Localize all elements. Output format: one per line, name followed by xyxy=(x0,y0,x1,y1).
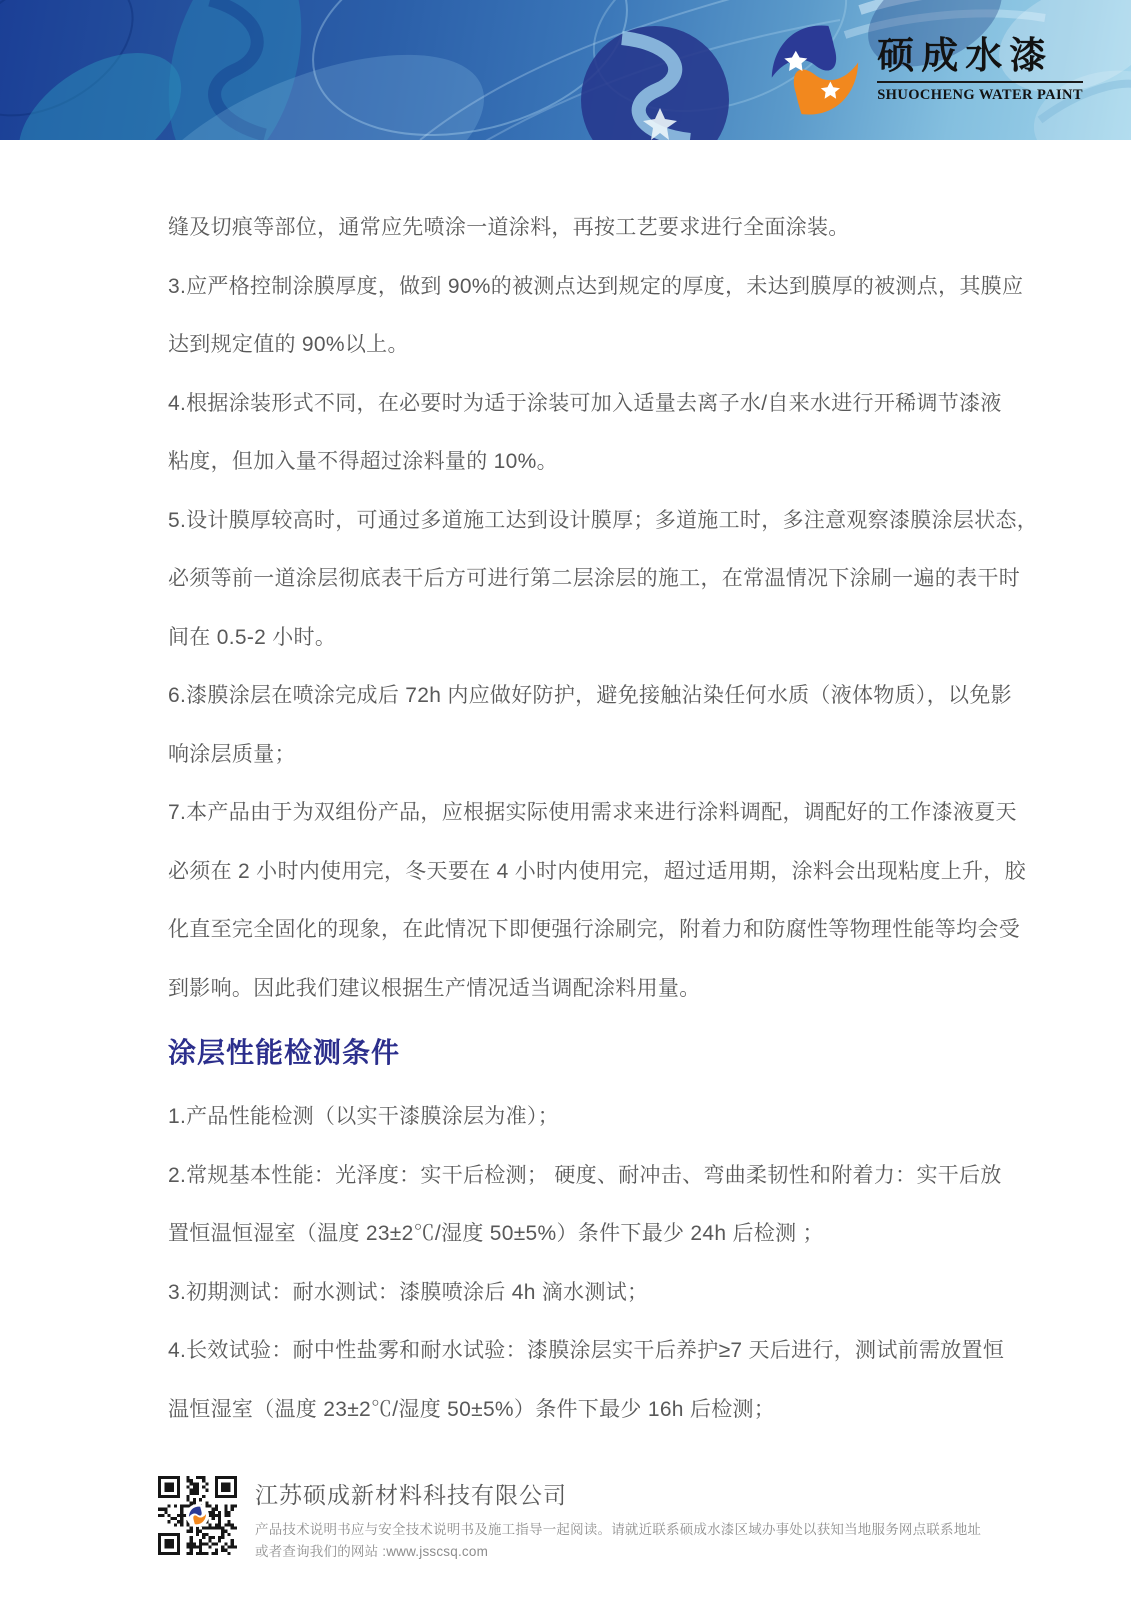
body-line: 3.初期测试：耐水测试：漆膜喷涂后 4h 滴水测试； xyxy=(168,1280,649,1304)
body-line: 到影响。因此我们建议根据生产情况适当调配涂料用量。 xyxy=(168,976,701,1000)
brand-divider xyxy=(877,81,1083,83)
body-line: 必须在 2 小时内使用完，冬天要在 4 小时内使用完，超过适用期，涂料会出现粘度上升，胶 xyxy=(168,859,1026,883)
brand-name-cn: 硕成水漆 xyxy=(877,35,1054,77)
body-line: 4.根据涂装形式不同，在必要时为适于涂装可加入适量去离子水/自来水进行开稀调节漆液 xyxy=(168,391,1002,415)
body-line: 1.产品性能检测（以实干漆膜涂层为准）； xyxy=(168,1105,560,1129)
footer-note-line: 或者查询我们的网站 :www.jsscsq.com xyxy=(255,1544,489,1559)
body-line: 6.漆膜涂层在喷涂完成后 72h 内应做好防护，避免接触沾染任何水质（液体物质），以免影 xyxy=(168,684,1012,708)
header-banner xyxy=(0,0,1131,140)
body-line: 间在 0.5-2 小时。 xyxy=(168,625,337,649)
brand-logo xyxy=(767,22,1083,118)
company-name: 江苏硕成新材料科技有限公司 xyxy=(255,1482,567,1508)
body-line: 必须等前一道涂层彻底表干后方可进行第二层涂层的施工，在常温情况下涂刷一遍的表干时 xyxy=(168,567,1020,591)
document-body xyxy=(168,197,1039,1437)
body-line: 粘度，但加入量不得超过涂料量的 10%。 xyxy=(168,450,558,474)
footer-note-line: 产品技术说明书应与安全技术说明书及施工指导一起阅读。请就近联系硕成水漆区域办事处以获知当地服务网点联系地址 xyxy=(255,1522,982,1537)
body-line: 2.常规基本性能：光泽度：实干后检测； 硬度、耐冲击、弯曲柔韧性和附着力：实干后放 xyxy=(168,1163,1002,1187)
brand-logo-icon xyxy=(767,22,863,118)
body-line: 达到规定值的 90%以上。 xyxy=(168,333,409,357)
brand-logo-icon xyxy=(188,1506,207,1525)
body-line: 温恒湿室（温度 23±2℃/湿度 50±5%）条件下最少 16h 后检测； xyxy=(168,1397,776,1421)
body-line: 4.长效试验：耐中性盐雾和耐水试验：漆膜涂层实干后养护≥7 天后进行，测试前需放置恒 xyxy=(168,1339,1005,1363)
brand-name-en: SHUOCHENG WATER PAINT xyxy=(877,87,1083,104)
section-heading: 涂层性能检测条件 xyxy=(168,1037,401,1068)
body-line: 缝及切痕等部位，通常应先喷涂一道涂料，再按工艺要求进行全面涂装。 xyxy=(168,216,850,240)
body-line: 置恒温恒湿室（温度 23±2℃/湿度 50±5%）条件下最少 24h 后检测 ； xyxy=(168,1222,824,1246)
body-line: 3.应严格控制涂膜厚度，做到 90%的被测点达到规定的厚度，未达到膜厚的被测点，其膜应 xyxy=(168,274,1024,298)
body-line: 7.本产品由于为双组份产品，应根据实际使用需求来进行涂料调配，调配好的工作漆液夏天 xyxy=(168,801,1017,825)
body-line: 5.设计膜厚较高时，可通过多道施工达到设计膜厚；多道施工时，多注意观察漆膜涂层状态， xyxy=(168,508,1039,532)
qr-code xyxy=(158,1476,237,1555)
footer xyxy=(158,1476,988,1563)
body-line: 响涂层质量； xyxy=(168,742,296,766)
body-line: 化直至完全固化的现象，在此情况下即便强行涂刷完，附着力和防腐性等物理性能等均会受 xyxy=(168,918,1020,942)
qr-center-logo xyxy=(186,1504,209,1527)
